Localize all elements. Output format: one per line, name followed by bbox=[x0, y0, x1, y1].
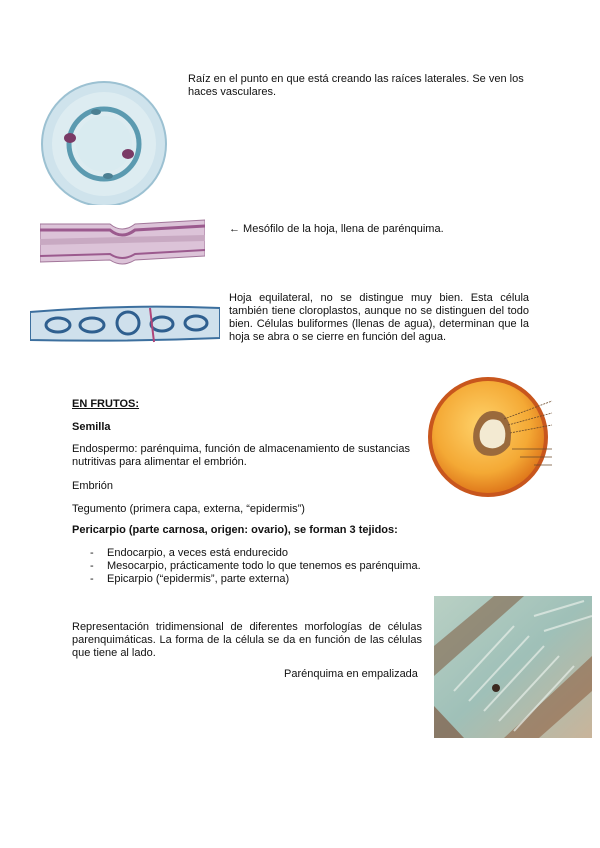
representation-text: Representación tridimensional de diferentes morfologías de células parenquimáticas. La forma de la célula se da en función de las células que tiene al lado. bbox=[72, 621, 422, 659]
semilla-title: Semilla bbox=[72, 421, 111, 433]
tegumento-text: Tegumento (primera capa, externa, “epidermis”) bbox=[72, 503, 305, 515]
endospermo-text: Endospermo: parénquima, función de almacenamiento de sustancias nutritivas para alimentar el embrión. bbox=[72, 443, 410, 468]
list-item: - Epicarpio (“epidermis”, parte externa) bbox=[90, 573, 470, 586]
embrion-text: Embrión bbox=[72, 480, 113, 492]
palisade-micrograph-image bbox=[434, 596, 592, 738]
root-caption: Raíz en el punto en que está creando las raíces laterales. Se ven los haces vasculares. bbox=[188, 73, 524, 98]
equilateral-leaf-image bbox=[30, 290, 220, 348]
root-cross-section-image bbox=[30, 80, 180, 205]
equilateral-caption: Hoja equilateral, no se distingue muy bien. Esta célula también tiene cloroplastos, aunque no se distinguen del todo bien. Células buliformes (llenas de agua), determinan que la hoja se abra o se cierre en función del agua. bbox=[229, 292, 529, 343]
frutos-heading: EN FRUTOS: bbox=[72, 398, 140, 410]
list-item: - Endocarpio, a veces está endurecido bbox=[90, 547, 470, 560]
mesophyll-caption: ← Mesófilo de la hoja, llena de parénquima. bbox=[229, 223, 444, 235]
list-item: - Mesocarpio, prácticamente todo lo que tenemos es parénquima. bbox=[90, 560, 470, 573]
palisade-caption: Parénquima en empalizada bbox=[284, 668, 418, 680]
pericarpio-list bbox=[90, 547, 470, 586]
leaf-mesophyll-image bbox=[40, 216, 205, 274]
peach-diagram-image bbox=[424, 373, 560, 499]
pericarpio-title: Pericarpio (parte carnosa, origen: ovario), se forman 3 tejidos: bbox=[72, 524, 398, 536]
